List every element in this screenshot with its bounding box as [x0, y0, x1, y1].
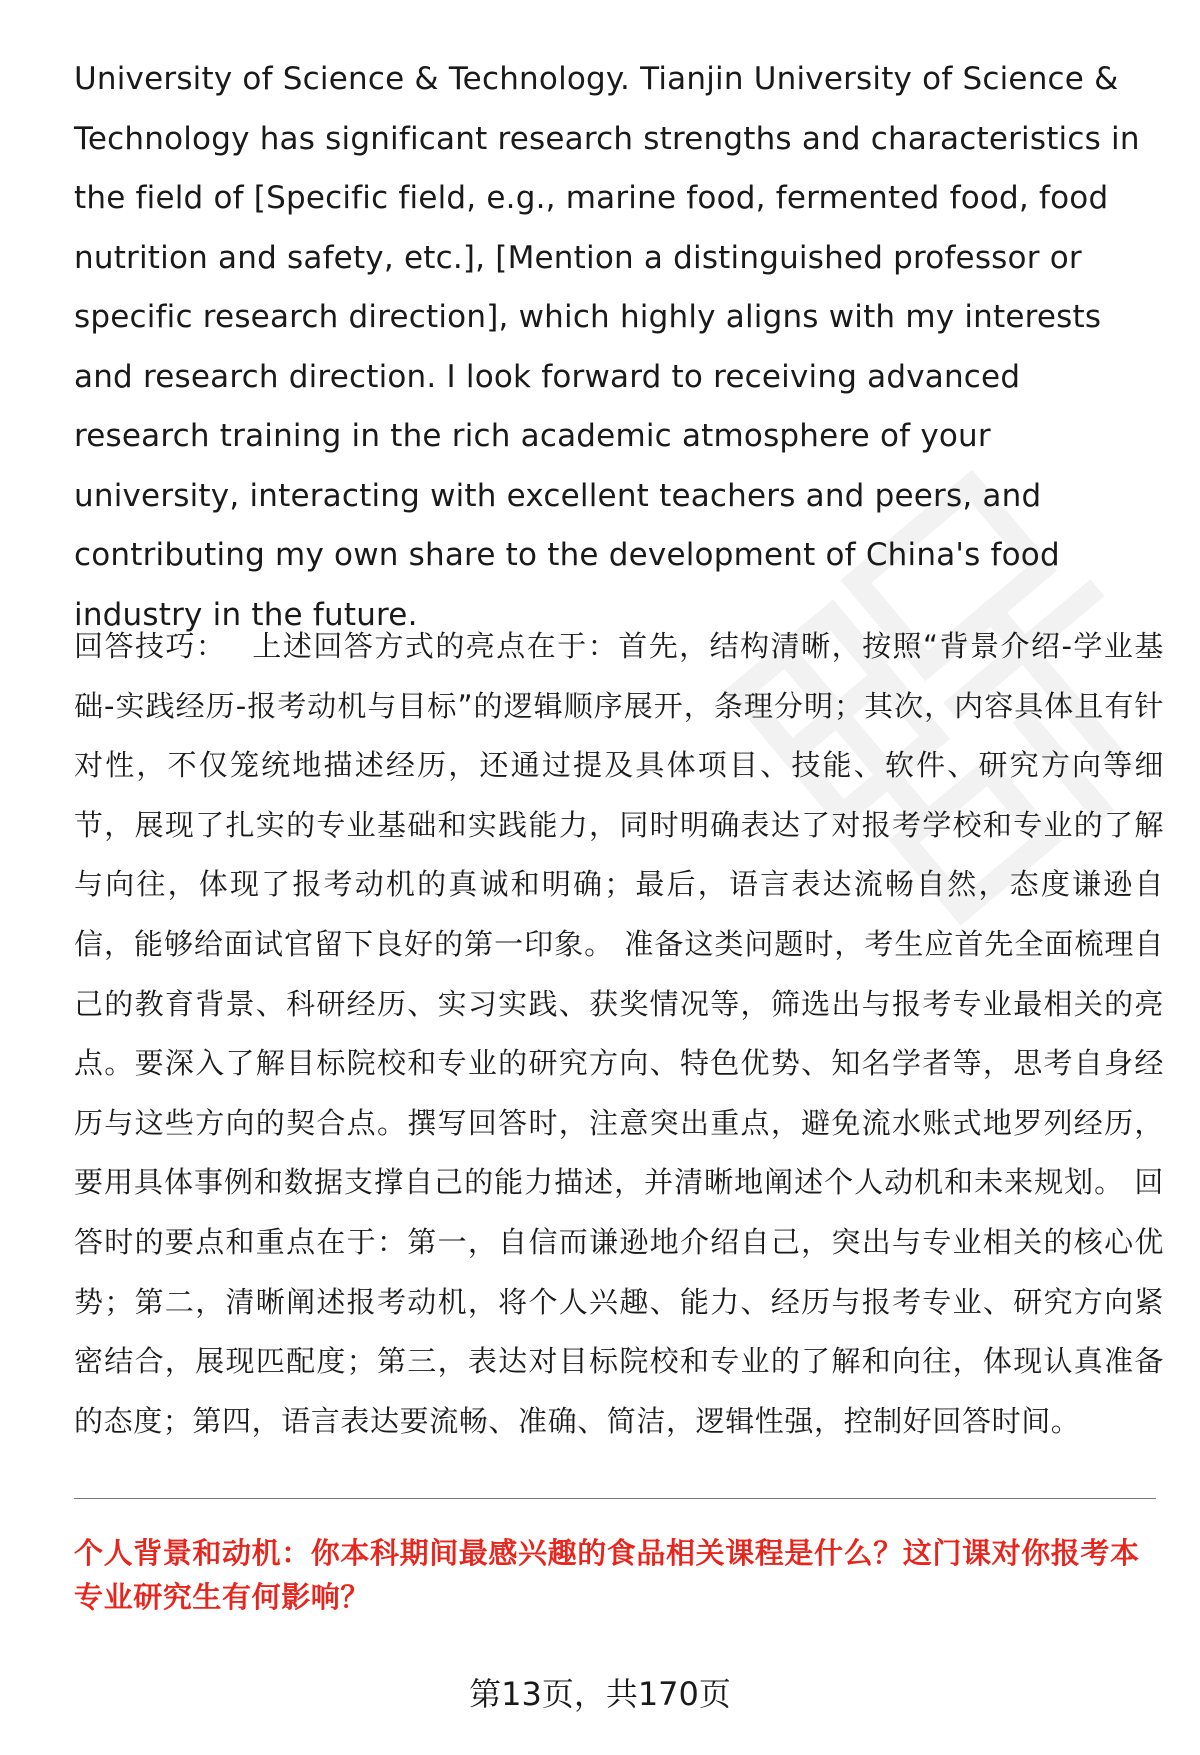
- section-divider: [74, 1498, 1156, 1499]
- tips-text: 上述回答方式的亮点在于：首先，结构清晰，按照“背景介绍-学业基础-实践经历-报考动机与目标”的逻辑顺序展开，条理分明；其次，内容具体且有针对性，不仅笼统地描述经历，还通过提及具体项目、技能、软件、研究方向等细节，展现了扎实的专业基础和实践能力，同时明确表达了对报考学校和专业的了解与向往，体现了报考动机的真诚和明确；最后，语言表达流畅自然，态度谦逊自信，能够给面试官留下良好的第一印象。 准备这类问题时，考生应首先全面梳理自己的教育背景、科研经历、实习实践、获奖情况等，筛选出与报考专业最相关的亮点。要深入了解目标院校和专业的研究方向、特色优势、知名学者等，思考自身经历与这些方向的契合点。撰写回答时，注意突出重点，避免流水账式地罗列经历，要用具体事例和数据支撑自己的能力描述，并清晰地阐述个人动机和未来规划。 回答时的要点和重点在于：第一，自信而谦逊地介绍自己，突出与专业相关的核心优势；第二，清晰阐述报考动机，将个人兴趣、能力、经历与报考专业、研究方向紧密结合，展现匹配度；第三，表达对目标院校和专业的了解和向往，体现认真准备的态度；第四，语言表达要流畅、准确、简洁，逻辑性强，控制好回答时间。: [74, 629, 1164, 1438]
- answer-english-paragraph: University of Science & Technology. Tianjin University of Science & Technology has significant research strengths and characteristics in the field of [Specific field, e.g., marine food, fermented food, food nutrition and safety, etc.], [Mention a distinguished professor or specific research direction], which highly aligns with my interests and research direction. I look forward to receiving advanced research training in the rich academic atmosphere of your university, interacting with excellent teachers and peers, and contributing my own share to the development of China's food industry in the future.: [74, 61, 1140, 633]
- tips-label: 回答技巧：: [74, 629, 227, 663]
- answer-tips-paragraph: [74, 617, 1164, 1451]
- page-number-footer: 第13页，共170页: [469, 1675, 731, 1713]
- next-question-heading: 个人背景和动机：你本科期间最感兴趣的食品相关课程是什么？这门课对你报考本专业研究生有何影响？: [74, 1536, 1140, 1614]
